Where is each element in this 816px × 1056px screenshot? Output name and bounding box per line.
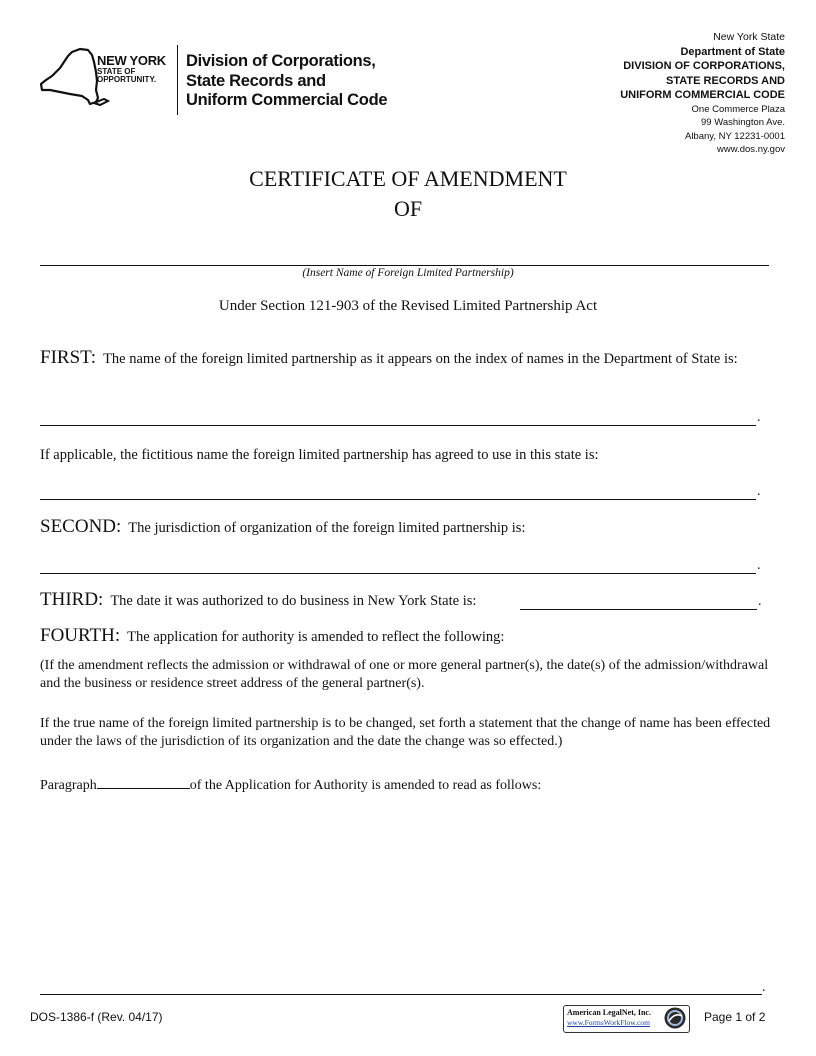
badge-link[interactable]: www.FormsWorkFlow.com bbox=[567, 1018, 651, 1027]
division-line3: Uniform Commercial Code bbox=[186, 91, 388, 109]
logo-division-name bbox=[186, 52, 416, 111]
logo-tagline-line1: STATE OF bbox=[97, 67, 136, 76]
first-label: FIRST: bbox=[40, 347, 97, 368]
third-text: The date it was authorized to do business in New York State is: bbox=[110, 593, 477, 609]
fourth-section bbox=[40, 626, 770, 647]
paragraph-prefix: Paragraph bbox=[40, 778, 97, 793]
form-id: DOS-1386-f (Rev. 04/17) bbox=[30, 1010, 163, 1024]
paragraph-suffix: of the Application for Authority is amended to read as follows: bbox=[189, 778, 542, 793]
logo-divider bbox=[177, 45, 178, 115]
address-line4: STATE RECORDS AND bbox=[666, 74, 785, 87]
second-answer-line[interactable] bbox=[40, 573, 756, 574]
amendment-period: . bbox=[762, 980, 766, 995]
document-title-of: OF bbox=[393, 196, 423, 221]
third-date-line[interactable] bbox=[520, 609, 757, 610]
address-line8: Albany, NY 12231-0001 bbox=[684, 130, 785, 142]
third-period: . bbox=[758, 594, 762, 609]
first-section bbox=[40, 348, 770, 369]
fictitious-period: . bbox=[757, 484, 761, 499]
fourth-note-partners: (If the amendment reflects the admission or withdrawal of one or more general partner(s), the date(s) of the admission/withdrawal and the business or residence street address of the general partner(s). bbox=[40, 658, 769, 691]
logo-tagline-line2: OPPORTUNITY. bbox=[97, 75, 157, 84]
document-title: CERTIFICATE OF AMENDMENT bbox=[249, 166, 567, 191]
address-line5: UNIFORM COMMERCIAL CODE bbox=[620, 89, 785, 101]
second-period: . bbox=[757, 558, 761, 573]
fourth-note-name-change: If the true name of the foreign limited partnership is to be changed, set forth a statement that the change of name has been effected under the laws of the jurisdiction of its organization and the date the change was so effected.) bbox=[40, 716, 771, 749]
address-line1: New York State bbox=[713, 31, 785, 43]
page-number: Page 1 of 2 bbox=[704, 1010, 766, 1024]
amendment-text-line[interactable] bbox=[40, 994, 762, 995]
under-section-text: Under Section 121-903 of the Revised Limited Partnership Act bbox=[218, 298, 598, 314]
third-label: THIRD: bbox=[40, 589, 104, 610]
first-answer-line[interactable] bbox=[40, 425, 756, 426]
partnership-name-line[interactable] bbox=[40, 265, 769, 266]
third-section bbox=[40, 590, 780, 611]
logo-state-name: NEW YORK bbox=[97, 53, 166, 68]
insert-name-note: (Insert Name of Foreign Limited Partnership) bbox=[302, 267, 514, 279]
division-line2: State Records and bbox=[186, 71, 326, 90]
logo-tagline bbox=[97, 68, 177, 84]
fourth-label: FOURTH: bbox=[40, 625, 121, 646]
paragraph-amendment-line bbox=[40, 774, 780, 795]
globe-icon bbox=[663, 1006, 687, 1030]
division-line1: Division of Corporations, bbox=[186, 52, 376, 70]
paragraph-number-field[interactable] bbox=[97, 774, 190, 789]
address-line7: 99 Washington Ave. bbox=[701, 117, 785, 128]
badge-company: American LegalNet, Inc. bbox=[567, 1008, 651, 1017]
second-text: The jurisdiction of organization of the foreign limited partnership is: bbox=[128, 520, 526, 536]
first-text: The name of the foreign limited partnership as it appears on the index of names in the Department of State is: bbox=[103, 351, 738, 367]
fourth-text: The application for authority is amended to reflect the following: bbox=[127, 629, 505, 645]
address-line2: Department of State bbox=[680, 45, 785, 58]
first-period: . bbox=[757, 410, 761, 425]
address-line3: DIVISION OF CORPORATIONS, bbox=[623, 60, 785, 72]
address-block bbox=[620, 30, 785, 157]
fictitious-name-text: If applicable, the fictitious name the foreign limited partnership has agreed to use in this state is: bbox=[40, 447, 599, 463]
address-line6: One Commerce Plaza bbox=[691, 103, 785, 115]
fictitious-answer-line[interactable] bbox=[40, 499, 756, 500]
address-website[interactable]: www.dos.ny.gov bbox=[717, 144, 785, 155]
second-section bbox=[40, 517, 770, 538]
second-label: SECOND: bbox=[40, 516, 122, 537]
